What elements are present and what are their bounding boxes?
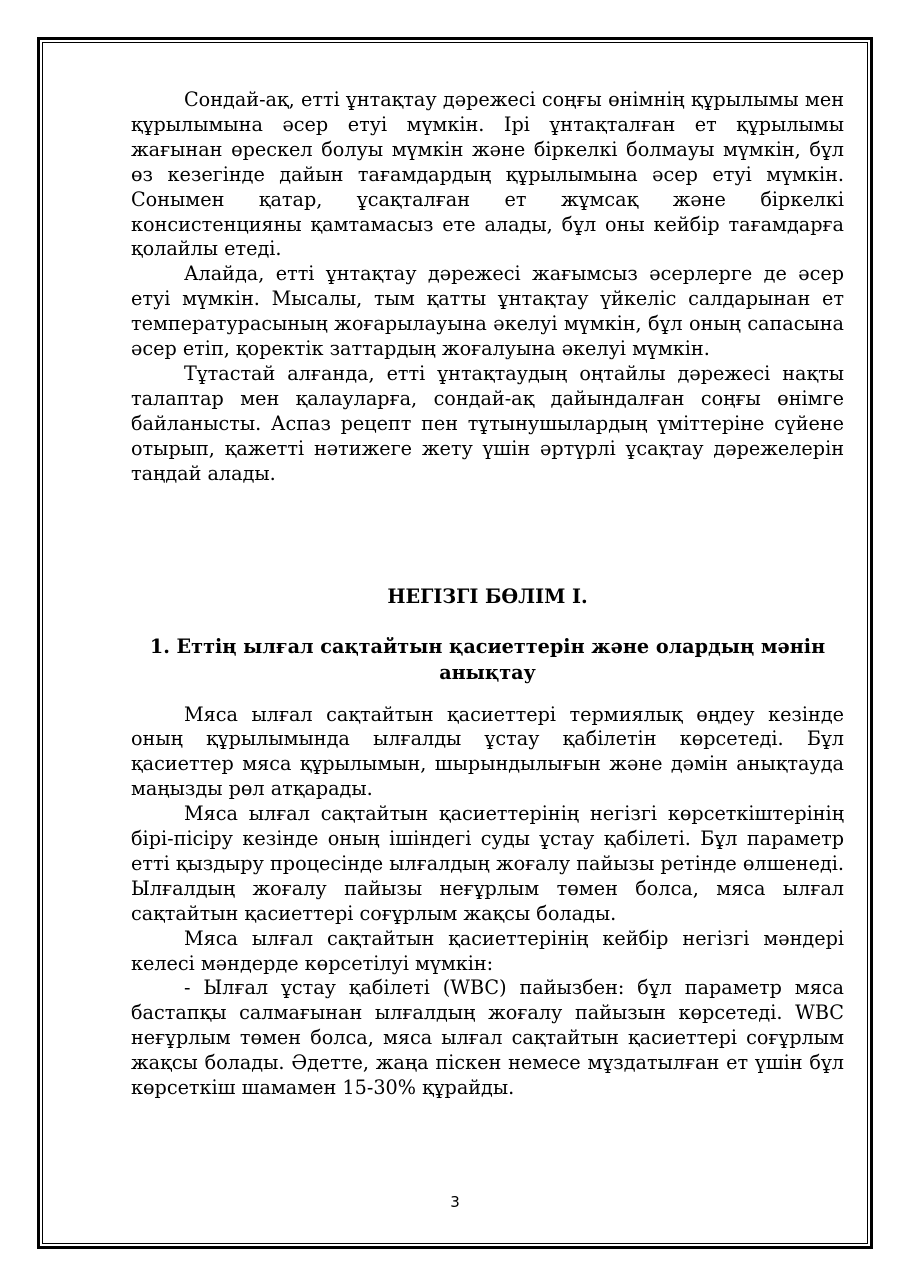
- page-content: [131, 88, 844, 1101]
- paragraph: Мяса ылғал сақтайтын қасиеттерінің кейбір негізгі мәндері келесі мәндерде көрсетілуі мүмкін:: [131, 926, 844, 975]
- paragraph: Алайда, етті ұнтақтау дәрежесі жағымсыз әсерлерге де әсер етуі мүмкін. Мысалы, тым қатты ұнтақтау үйкеліс салдарынан ет температурасының жоғарылауына әкелуі мүмкін, бұл оның сапасына әсер етіп, қоректік заттардың жоғалуына әкелуі мүмкін.: [131, 262, 844, 361]
- paragraph: Мяса ылғал сақтайтын қасиеттері термиялық өңдеу кезінде оның құрылымында ылғалды ұстау қабілетін көрсетеді. Бұл қасиеттер мяса құрылымын, шырындылығын және дәмін анықтауда маңызды рөл атқарады.: [131, 702, 844, 801]
- paragraph: - Ылғал ұстау қабілеті (WBC) пайызбен: бұл параметр мяса бастапқы салмағынан ылғалдың жоғалу пайызын көрсетеді. WBC неғұрлым төмен болса, мяса ылғал сақтайтын қасиеттері соғұрлым жақсы болады. Әдетте, жаңа піскен немесе мұздатылған ет үшін бұл көрсеткіш шамамен 15-30% құрайды.: [131, 976, 844, 1100]
- page-number: 3: [450, 1193, 460, 1211]
- paragraph: Тұтастай алғанда, етті ұнтақтаудың оңтайлы дәрежесі нақты талаптар мен қалауларға, сондай-ақ дайындалған соңғы өнімге байланысты. Аспаз рецепт пен тұтынушылардың үміттеріне сүйене отырып, қажетті нәтижеге жету үшін әртүрлі ұсақтау дәрежелерін таңдай алады.: [131, 361, 844, 485]
- subsection-title: 1. Еттің ылғал сақтайтын қасиеттерін және олардың мәнін анықтау: [149, 634, 826, 684]
- paragraph: Сондай-ақ, етті ұнтақтау дәрежесі соңғы өнімнің құрылымы мен құрылымына әсер етуі мүмкін. Ірі ұнтақталған ет құрылымы жағынан өрескел болуы мүмкін және біркелкі болмауы мүмкін, бұл өз кезегінде дайын тағамдардың құрылымына әсер етуі мүмкін. Сонымен қатар, ұсақталған ет жұмсақ және біркелкі консистенцияны қамтамасыз ете алады, бұл оны кейбір тағамдарға қолайлы етеді.: [131, 88, 844, 261]
- paragraph: Мяса ылғал сақтайтын қасиеттерінің негізгі көрсеткіштерінің бірі-пісіру кезінде оның ішіндегі суды ұстау қабілеті. Бұл параметр етті қыздыру процесінде ылғалдың жоғалу пайызы ретінде өлшенеді. Ылғалдың жоғалу пайызы неғұрлым төмен болса, мяса ылғал сақтайтын қасиеттері соғұрлым жақсы болады.: [131, 802, 844, 925]
- section-title: НЕГІЗГІ БӨЛІМ І.: [387, 584, 588, 608]
